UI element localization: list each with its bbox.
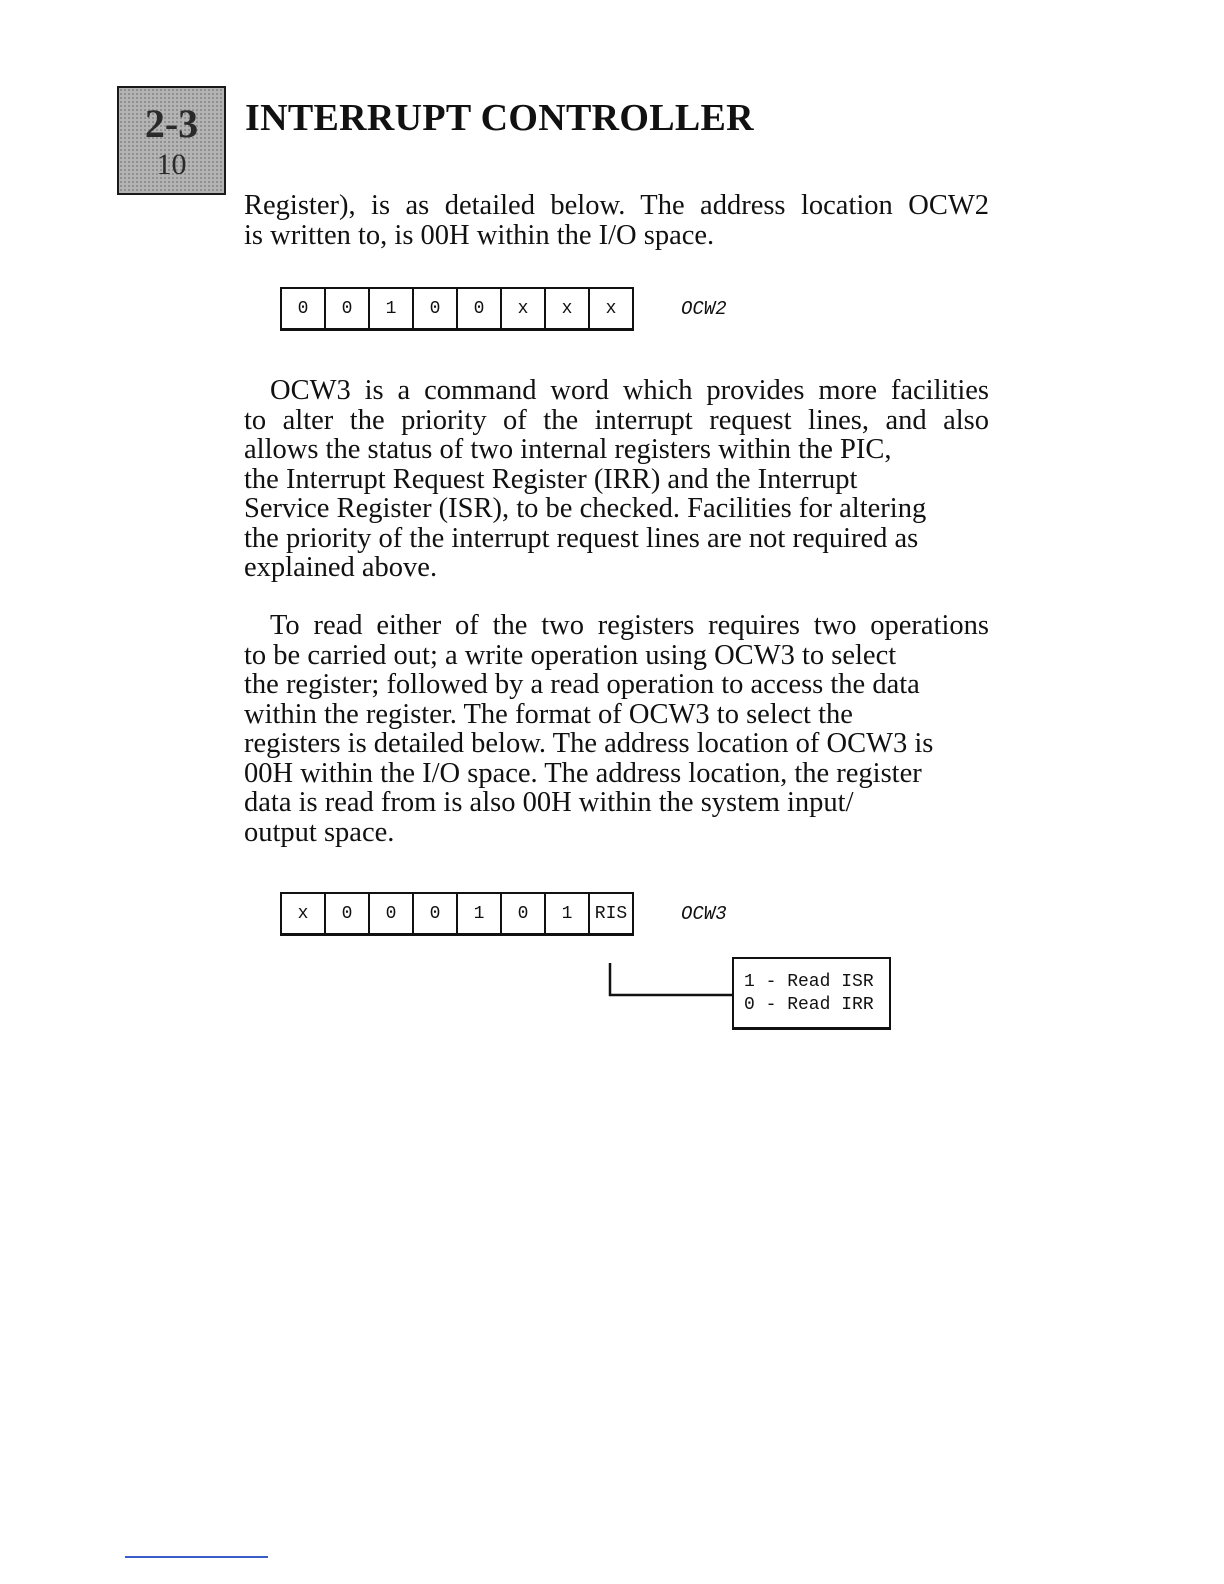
text-line: registers is detailed below. The address location of OCW3 is bbox=[244, 728, 934, 759]
text-line: to alter the priority of the interrupt request lines, and also bbox=[244, 404, 989, 436]
text-line: is written to, is 00H within the I/O space. bbox=[244, 219, 715, 251]
ocw3-bit-7: x bbox=[282, 894, 326, 933]
section-tab bbox=[117, 86, 226, 195]
text-line: the Interrupt Request Register (IRR) and the Interrupt bbox=[244, 463, 858, 495]
ocw2-bit-3: 0 bbox=[458, 289, 502, 328]
ris-legend-box bbox=[732, 957, 891, 1030]
ocw3-bit-3: 1 bbox=[458, 894, 502, 933]
paragraph-intro bbox=[244, 191, 989, 250]
ocw3-bit-1: 1 bbox=[546, 894, 590, 933]
ocw2-bit-2: x bbox=[502, 289, 546, 328]
ocw2-bit-7: 0 bbox=[282, 289, 326, 328]
ocw3-register-diagram bbox=[280, 892, 634, 936]
text-line: Service Register (ISR), to be checked. Facilities for altering bbox=[244, 493, 927, 524]
ocw2-bit-1: x bbox=[546, 289, 590, 328]
text-line: allows the status of two internal registers within the PIC, bbox=[244, 434, 892, 465]
ris-connector-line bbox=[607, 963, 735, 999]
text-line: the priority of the interrupt request lines are not required as bbox=[244, 522, 919, 554]
legend-read-irr: 0 - Read IRR bbox=[744, 995, 874, 1015]
ocw3-bit-6: 0 bbox=[326, 894, 370, 933]
text-line: the register; followed by a read operation to access the data bbox=[244, 669, 920, 700]
legend-read-isr: 1 - Read ISR bbox=[744, 972, 874, 992]
ocw3-bit-2: 0 bbox=[502, 894, 546, 933]
ocw2-label: OCW2 bbox=[681, 298, 727, 320]
text-line: explained above. bbox=[244, 552, 438, 583]
ocw3-bit-0-ris: RIS bbox=[594, 903, 628, 924]
ocw3-label: OCW3 bbox=[681, 903, 727, 925]
text-line: OCW3 is a command word which provides more facilities bbox=[270, 375, 989, 406]
text-line: 00H within the I/O space. The address location, the register bbox=[244, 757, 922, 789]
paragraph-read-registers bbox=[244, 611, 989, 847]
ocw2-bit-4: 0 bbox=[414, 289, 458, 328]
ocw2-register-diagram bbox=[280, 287, 634, 331]
text-line: output space. bbox=[244, 816, 395, 848]
page-number: 10 bbox=[156, 148, 187, 181]
ocw3-bit-4: 0 bbox=[414, 894, 458, 933]
text-line: within the register. The format of OCW3 to select the bbox=[244, 698, 853, 730]
ocw2-bit-6: 0 bbox=[326, 289, 370, 328]
ocw2-bit-0: x bbox=[605, 298, 617, 319]
text-line: to be carried out; a write operation using OCW3 to select bbox=[244, 639, 897, 671]
text-line: To read either of the two registers requires two operations bbox=[270, 610, 989, 641]
paragraph-ocw3-description bbox=[244, 376, 989, 583]
ocw2-bit-5: 1 bbox=[370, 289, 414, 328]
section-number: 2-3 bbox=[144, 101, 199, 146]
text-line: Register), is as detailed below. The address location OCW2 bbox=[244, 190, 989, 221]
ocw3-bit-5: 0 bbox=[370, 894, 414, 933]
text-line: data is read from is also 00H within the system input/ bbox=[244, 787, 854, 818]
footer-rule bbox=[125, 1556, 268, 1558]
page-title: INTERRUPT CONTROLLER bbox=[245, 97, 754, 139]
